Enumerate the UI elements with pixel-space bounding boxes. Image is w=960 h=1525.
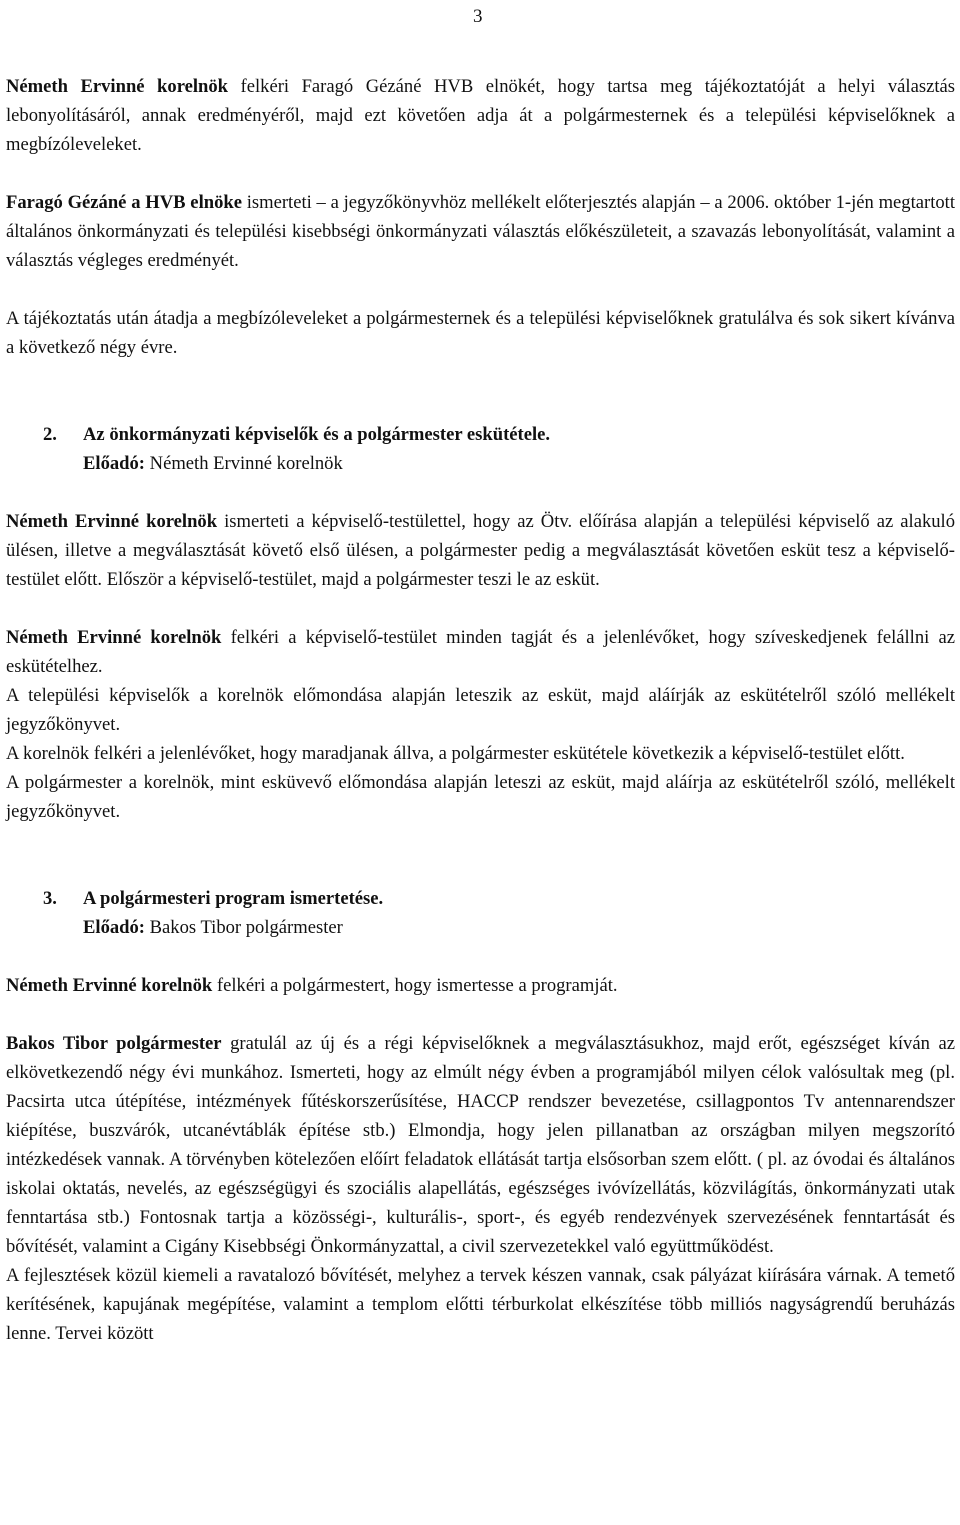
presenter-label: Előadó:: [83, 917, 145, 938]
section-number: 2.: [43, 424, 57, 445]
paragraph-text: A települési képviselők a korelnök előmondása alapján leteszik az esküt, majd aláírják az eskütételről szóló mellékelt jegyzőkönyvet.: [6, 685, 955, 735]
presenter-name: Bakos Tibor polgármester: [145, 917, 343, 938]
paragraph-representatives-oath: [6, 681, 955, 739]
paragraph-text: ismerteti – a jegyzőkönyvhöz mellékelt előterjesztés alapján – a 2006. október 1-jén megtartott általános önkormányzati és települési kisebbségi önkormányzati választás előkészületeit, a szavazás lebonyolítását, valamint a választás végleges eredményét.: [6, 192, 955, 271]
document-body: [6, 72, 955, 1348]
paragraph-text: A korelnök felkéri a jelenlévőket, hogy maradjanak állva, a polgármester eskütétele következik a képviselő-testület előtt.: [6, 743, 905, 764]
paragraph-mandate-handover: [6, 304, 955, 362]
speaker-name: Németh Ervinné korelnök: [6, 511, 218, 532]
paragraph-text: A polgármester a korelnök, mint esküvevő előmondása alapján leteszi az esküt, majd aláírja az eskütételről szóló, mellékelt jegyzőkönyvet.: [6, 772, 955, 822]
presenter-name: Németh Ervinné korelnök: [145, 453, 343, 474]
paragraph-text: A tájékoztatás után átadja a megbízóleveleket a polgármesternek és a települési képviselőknek gratulálva és sok sikert kívánva a következő négy évre.: [6, 308, 955, 358]
paragraph-remain-standing: [6, 739, 955, 768]
paragraph-text: felkéri Faragó Gézáné HVB elnökét, hogy tartsa meg tájékoztatóját a helyi választás lebonyolításáról, annak eredményéről, majd ezt követően adja át a polgármesternek és a települési képviselőknek a megbízóleveleket.: [6, 76, 955, 155]
section-number: 3.: [43, 888, 57, 909]
paragraph-hvb-report: [6, 188, 955, 275]
speaker-name: Németh Ervinné korelnök: [6, 76, 229, 97]
section-title: A polgármesteri program ismertetése.: [83, 888, 384, 909]
section-3-heading: [43, 884, 955, 913]
section-title: Az önkormányzati képviselők és a polgármester eskütétele.: [83, 424, 551, 445]
paragraph-mayor-program: [6, 1029, 955, 1261]
paragraph-developments: [6, 1261, 955, 1348]
section-2-presenter: [83, 449, 955, 478]
speaker-name: Bakos Tibor polgármester: [6, 1033, 222, 1054]
speaker-name: Németh Ervinné korelnök: [6, 627, 222, 648]
paragraph-text: felkéri a képviselő-testület minden tagját és a jelenlévőket, hogy szíveskedjenek felállni az eskütételhez.: [6, 627, 955, 677]
section-3-presenter: [83, 913, 955, 942]
paragraph-text: gratulál az új és a régi képviselőknek a megválasztásukhoz, majd erőt, egészséget kíván az elkövetkezendő négy évi munkához. Ismerteti, hogy az elmúlt négy évben a programjából milyen célok valósultak meg (pl. Pacsirta utca útépítése, intézmények fűtéskorszerűsítése, HACCP rendszer bevezetése, csillagpontos Tv antennarendszer kiépítése, buszvárók, utcanévtáblák építése stb.) Elmondja, hogy jelen pillanatban az országban milyen megszorító intézkedések vannak. A törvényben kötelezően előírt feladatok ellátását tartja elsősorban szem előtt. ( pl. az óvodai és általános iskolai oktatás, nevelés, az egészségügyi és szociális alapellátás, egészséges ivóvízellátás, közvilágítás, önkormányzati utak fenntartása stb.) Fontosnak tartja a közösségi-, kulturális-, sport-, és egyéb rendezvények szervezésének fenntartását és bővítését, valamint a Cigány Kisebbségi Önkormányzattal, a civil szervezetekkel való együttműködést.: [6, 1033, 955, 1257]
paragraph-oath-rules: [6, 507, 955, 594]
paragraph-text: felkéri a polgármestert, hogy ismertesse a programját.: [212, 975, 618, 996]
paragraph-program-request: [6, 971, 955, 1000]
paragraph-text: A fejlesztések közül kiemeli a ravatalozó bővítését, melyhez a tervek készen vannak, csak pályázat kiírására várnak. A temető kerítésének, kapujának megépítése, valamint a templom előtti térburkolat elkészítése több milliós nagyságrendű beruházás lenne. Tervei között: [6, 1265, 955, 1344]
paragraph-stand-up: [6, 623, 955, 681]
speaker-name: Németh Ervinné korelnök: [6, 975, 213, 996]
speaker-name: Faragó Gézáné a HVB elnöke: [6, 192, 242, 213]
page-number: 3: [473, 6, 483, 27]
section-2-heading: [43, 420, 955, 449]
paragraph-text: ismerteti a képviselő-testülettel, hogy az Ötv. előírása alapján a települési képviselő az alakuló ülésen, illetve a megválasztását követő első ülésen, a polgármester pedig a megválasztását követően esküt tesz a képviselő-testület előtt. Először a képviselő-testület, majd a polgármester teszi le az esküt.: [6, 511, 955, 590]
paragraph-korelnok-intro: [6, 72, 955, 159]
presenter-label: Előadó:: [83, 453, 145, 474]
paragraph-mayor-oath: [6, 768, 955, 826]
